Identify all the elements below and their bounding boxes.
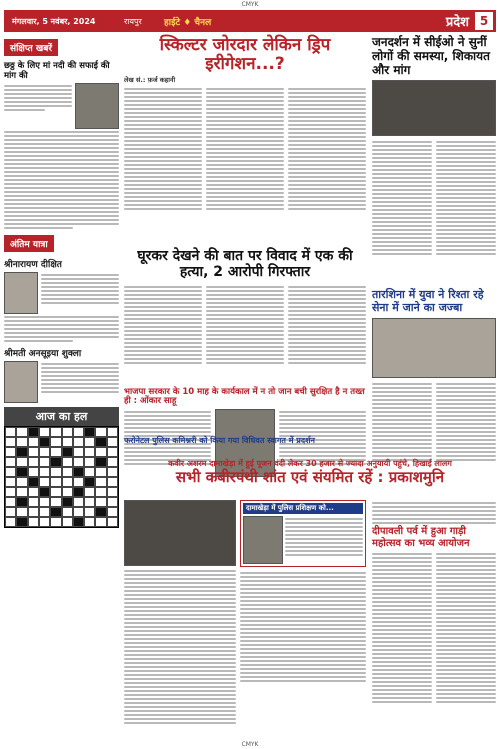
brief-section-head: संक्षिप्त खबरें bbox=[4, 39, 58, 56]
crossword-cell bbox=[28, 447, 39, 457]
bjp-headline: भाजपा सरकार के 10 माह के कार्यकाल में न तो जान बची सुरक्षित है न तख्त ही : ओंकार साहू bbox=[124, 386, 365, 407]
crossword-cell bbox=[107, 477, 118, 487]
crossword-cell bbox=[62, 497, 73, 507]
diwali-col2 bbox=[436, 551, 496, 705]
diwali-headline: दीपावली पर्व में हुआ गाड़ी महोत्सव का भव्य आयोजन bbox=[372, 526, 470, 549]
crossword-cell bbox=[16, 517, 27, 527]
crossword-cell bbox=[5, 497, 16, 507]
kabir-banner bbox=[124, 458, 496, 486]
crossword-cell bbox=[5, 467, 16, 477]
crossword-cell bbox=[16, 487, 27, 497]
crossword-cell bbox=[62, 427, 73, 437]
crossword-cell bbox=[73, 507, 84, 517]
tarashina-photo bbox=[372, 318, 496, 378]
top-headline: स्किल्टर जोरदार लेकिन ड्रिप इरीगेशन...? bbox=[159, 35, 331, 74]
crossword-cell bbox=[95, 477, 106, 487]
crossword-cell bbox=[5, 507, 16, 517]
brief-headline: छठ्ठ के लिए मां नदी की सफाई की मांग की bbox=[4, 61, 110, 82]
crossword-cell bbox=[39, 437, 50, 447]
crossword-cell bbox=[73, 477, 84, 487]
crossword-cell bbox=[95, 487, 106, 497]
crossword-cell bbox=[73, 497, 84, 507]
crossword-cell bbox=[62, 447, 73, 457]
crossword-cell bbox=[5, 437, 16, 447]
kabir-headline: सभी कबीरपंथी शांत एवं संयमित रहें : प्रकाशमुनि bbox=[175, 468, 445, 486]
middle-column bbox=[124, 36, 366, 456]
kabir-photo bbox=[124, 500, 236, 566]
police-headline: फरोनेटल पुलिस कमिश्नरी को किया गया विधिवत स्वागत में प्रदर्शन bbox=[124, 436, 315, 445]
crossword-cell bbox=[62, 477, 73, 487]
crossword-cell bbox=[50, 487, 61, 497]
kabir-story bbox=[124, 500, 366, 736]
crossword-cell bbox=[73, 517, 84, 527]
crossword-cell bbox=[73, 427, 84, 437]
crossword-cell bbox=[28, 507, 39, 517]
murder-col1 bbox=[124, 284, 202, 386]
crossword-cell bbox=[95, 467, 106, 477]
crossword-cell bbox=[107, 457, 118, 467]
crossword-cell bbox=[107, 447, 118, 457]
kabir-col2 bbox=[240, 570, 366, 684]
crossword-cell bbox=[5, 517, 16, 527]
crossword-cell bbox=[95, 427, 106, 437]
crossword-cell bbox=[28, 427, 39, 437]
crossword-cell bbox=[28, 457, 39, 467]
crossword-cell bbox=[50, 437, 61, 447]
crossword-cell bbox=[39, 457, 50, 467]
kabir-kicker: कवीर अशरम दामाखेड़ा में हुई पूजन वंदी लेकर 30 हजार से ज्यादा अनुयायी पहुंचे, हिखाई लालग bbox=[168, 459, 452, 468]
crossword-cell bbox=[39, 477, 50, 487]
crossword-cell bbox=[73, 457, 84, 467]
crossword-cell bbox=[28, 487, 39, 497]
janadarshan-headline: जनदर्शन में सीईओ ने सुनीं लोगों की समस्या, शिकायत और मांग bbox=[372, 35, 490, 77]
crossword-cell bbox=[107, 437, 118, 447]
left-column bbox=[4, 36, 119, 736]
print-mark-top: CMYK bbox=[241, 1, 259, 8]
crossword-cell bbox=[84, 437, 95, 447]
crossword-cell bbox=[62, 457, 73, 467]
crossword-cell bbox=[16, 507, 27, 517]
crossword-cell bbox=[16, 497, 27, 507]
crossword-cell bbox=[62, 437, 73, 447]
police-inset bbox=[240, 500, 366, 567]
crossword-cell bbox=[39, 517, 50, 527]
crossword-cell bbox=[95, 497, 106, 507]
crossword-cell bbox=[16, 457, 27, 467]
top-story-col1 bbox=[124, 86, 202, 246]
kabir-col1 bbox=[124, 568, 236, 726]
crossword-cell bbox=[84, 517, 95, 527]
crossword-cell bbox=[16, 467, 27, 477]
crossword-cell bbox=[5, 477, 16, 487]
crossword-cell bbox=[84, 477, 95, 487]
crossword-cell bbox=[73, 447, 84, 457]
crossword-grid bbox=[4, 426, 119, 528]
brief-body-2 bbox=[4, 129, 119, 231]
masthead bbox=[4, 10, 496, 32]
crossword-cell bbox=[28, 437, 39, 447]
crossword-cell bbox=[84, 497, 95, 507]
murder-headline: घूरकर देखने की बात पर विवाद में एक की हत्या, 2 आरोपी गिरफ्तार bbox=[137, 248, 353, 281]
inset-body bbox=[285, 516, 363, 564]
obit1-body-2 bbox=[4, 314, 119, 344]
crossword-cell bbox=[95, 457, 106, 467]
police-story bbox=[124, 436, 366, 445]
crossword-cell bbox=[73, 467, 84, 477]
brand-name: हाईटे ♦ चैनल bbox=[164, 17, 212, 28]
crossword-cell bbox=[5, 427, 16, 437]
crossword-cell bbox=[28, 467, 39, 477]
crossword-cell bbox=[16, 437, 27, 447]
crossword-cell bbox=[95, 437, 106, 447]
crossword-cell bbox=[107, 507, 118, 517]
top-story-col2 bbox=[206, 86, 284, 246]
brief-photo bbox=[75, 83, 119, 129]
crossword-cell bbox=[84, 487, 95, 497]
crossword-cell bbox=[50, 467, 61, 477]
crossword-cell bbox=[84, 447, 95, 457]
crossword-cell bbox=[50, 507, 61, 517]
crossword-cell bbox=[62, 507, 73, 517]
crossword-cell bbox=[107, 487, 118, 497]
crossword-cell bbox=[62, 517, 73, 527]
crossword-cell bbox=[39, 507, 50, 517]
crossword-cell bbox=[95, 447, 106, 457]
murder-col2 bbox=[206, 284, 284, 386]
brief-body bbox=[4, 83, 72, 129]
crossword-cell bbox=[84, 427, 95, 437]
crossword-cell bbox=[50, 517, 61, 527]
crossword-cell bbox=[107, 427, 118, 437]
obit2-body bbox=[41, 361, 119, 403]
crossword-cell bbox=[5, 487, 16, 497]
crossword-cell bbox=[84, 467, 95, 477]
obit-section-head: अंतिम यात्रा bbox=[4, 235, 54, 252]
crossword-cell bbox=[16, 447, 27, 457]
crossword-cell bbox=[39, 497, 50, 507]
edition-city: रायपुर bbox=[124, 16, 142, 26]
crossword-cell bbox=[107, 517, 118, 527]
tarashina-headline: तारशिना में युवा ने रिश्ता रहे सेना में जाने का जज्बा bbox=[372, 288, 484, 315]
page-number: 5 bbox=[475, 12, 493, 30]
crossword-cell bbox=[95, 507, 106, 517]
crossword-cell bbox=[107, 467, 118, 477]
crossword-cell bbox=[50, 457, 61, 467]
janadarshan-col2 bbox=[436, 139, 496, 289]
janadarshan-col1 bbox=[372, 139, 432, 289]
crossword-cell bbox=[84, 507, 95, 517]
crossword-cell bbox=[28, 477, 39, 487]
janadarshan-photo bbox=[372, 80, 496, 136]
murder-col3 bbox=[288, 284, 366, 386]
obit1-photo bbox=[4, 272, 38, 314]
crossword-cell bbox=[5, 457, 16, 467]
section-title: प्रदेश bbox=[445, 15, 469, 30]
crossword-cell bbox=[16, 427, 27, 437]
obit2-name: श्रीमती अनसूइया शुक्ला bbox=[4, 349, 82, 360]
crossword-cell bbox=[50, 497, 61, 507]
top-story-col3 bbox=[288, 86, 366, 246]
right-bottom-top-lines bbox=[372, 500, 496, 526]
crossword-cell bbox=[39, 487, 50, 497]
diwali-col1 bbox=[372, 551, 432, 705]
crossword-cell bbox=[95, 517, 106, 527]
crossword-cell bbox=[50, 477, 61, 487]
crossword-cell bbox=[39, 447, 50, 457]
print-mark-bottom: CMYK bbox=[241, 741, 259, 748]
crossword-cell bbox=[50, 447, 61, 457]
crossword-cell bbox=[50, 427, 61, 437]
top-byline: लेख सं.: फ़र्ज कहानी bbox=[124, 76, 176, 85]
crossword-cell bbox=[62, 467, 73, 477]
crossword-cell bbox=[84, 457, 95, 467]
crossword-cell bbox=[39, 467, 50, 477]
crossword-cell bbox=[28, 497, 39, 507]
crossword-cell bbox=[73, 437, 84, 447]
inset-title: दामाखेड़ा में पुलिस प्रशिक्षण को... bbox=[243, 503, 363, 514]
crossword-cell bbox=[5, 447, 16, 457]
crossword-cell bbox=[39, 427, 50, 437]
crossword-cell bbox=[62, 487, 73, 497]
crossword-cell bbox=[28, 517, 39, 527]
puzzle-title: आज का हल bbox=[4, 407, 119, 426]
right-bottom bbox=[372, 500, 496, 736]
crossword-cell bbox=[107, 497, 118, 507]
crossword-cell bbox=[73, 487, 84, 497]
obit2-photo bbox=[4, 361, 38, 403]
crossword-cell bbox=[16, 477, 27, 487]
obit1-name: श्रीनारायण दीक्षित bbox=[4, 260, 62, 271]
inset-photo bbox=[243, 516, 283, 564]
obit1-body bbox=[41, 272, 119, 314]
edition-date: मंगलवार, 5 नवंबर, 2024 bbox=[12, 16, 96, 26]
